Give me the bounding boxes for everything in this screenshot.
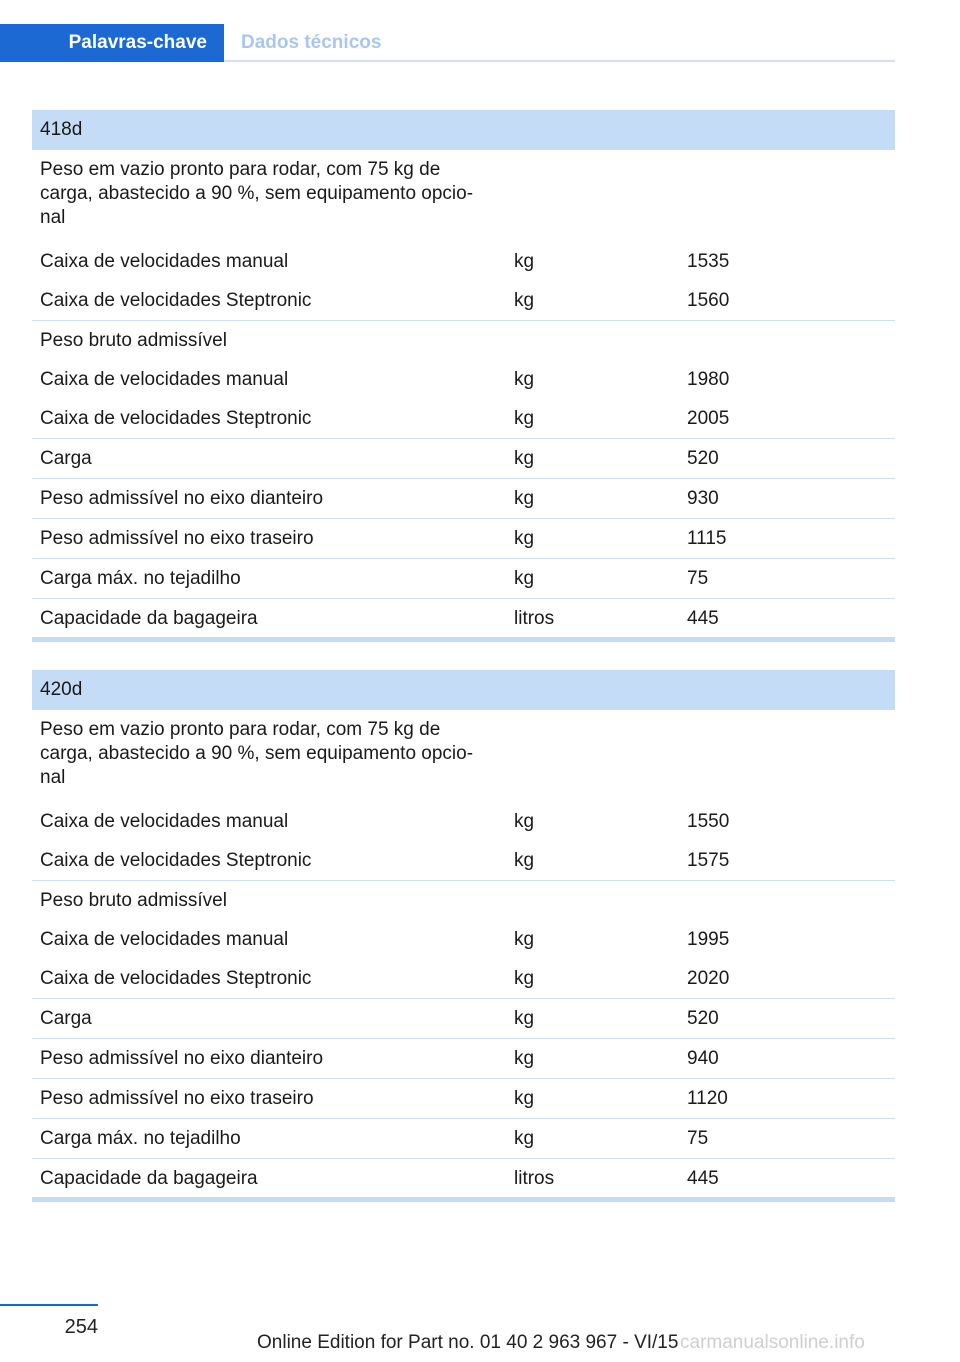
row-unit: kg — [514, 849, 535, 871]
table-row — [32, 1118, 895, 1158]
table-row — [32, 242, 895, 281]
table-row — [32, 438, 895, 478]
row-value: 75 — [687, 1127, 709, 1149]
row-label: Capacidade da bagageira — [40, 1167, 258, 1189]
row-label: Peso admissível no eixo dianteiro — [40, 487, 324, 509]
table-row — [32, 1078, 895, 1118]
page-number: 254 — [64, 1316, 98, 1338]
tab-palavras-chave[interactable]: Palavras-chave — [0, 24, 224, 62]
table-end-bar — [32, 1197, 895, 1202]
table-row — [32, 998, 895, 1038]
table-header-model: 418d — [32, 110, 895, 150]
row-unit: kg — [514, 407, 535, 429]
row-label: Caixa de velocidades manual — [40, 250, 289, 272]
top-navigation — [0, 24, 895, 62]
row-value: 2005 — [687, 407, 730, 429]
table-row — [32, 959, 895, 998]
row-label: Peso em vazio pronto para rodar, com 75 kg de carga, abastecido a 90 %, sem equipamento opcio-nal — [40, 719, 474, 788]
table-row — [32, 360, 895, 399]
table-row — [32, 518, 895, 558]
footer-accent-line — [0, 1304, 98, 1306]
row-unit: kg — [514, 250, 535, 272]
row-value: 1980 — [687, 368, 730, 390]
spec-table-418d — [32, 110, 895, 642]
row-label: Peso em vazio pronto para rodar, com 75 kg de carga, abastecido a 90 %, sem equipamento opcio-nal — [40, 159, 474, 228]
row-label: Carga máx. no tejadilho — [40, 567, 241, 589]
row-unit: kg — [514, 447, 535, 469]
table-header-model: 420d — [32, 670, 895, 710]
table-row — [32, 558, 895, 598]
row-value: 1550 — [687, 810, 730, 832]
row-unit: litros — [514, 607, 555, 629]
row-label: Caixa de velocidades manual — [40, 928, 289, 950]
table-row — [32, 802, 895, 841]
row-label: Peso bruto admissível — [40, 889, 227, 911]
row-value: 1535 — [687, 250, 730, 272]
table-row-gross-weight — [32, 320, 895, 360]
row-value: 1575 — [687, 849, 730, 871]
table-row — [32, 478, 895, 518]
row-label: Caixa de velocidades manual — [40, 368, 289, 390]
table-row-empty-weight — [32, 710, 895, 802]
row-label: Caixa de velocidades Steptronic — [40, 289, 312, 311]
row-value: 1560 — [687, 289, 730, 311]
table-row — [32, 281, 895, 320]
table-row — [32, 598, 895, 638]
table-row-gross-weight — [32, 880, 895, 920]
row-value: 1120 — [687, 1087, 728, 1109]
row-label: Carga — [40, 1007, 92, 1029]
row-label: Capacidade da bagageira — [40, 607, 258, 629]
row-value: 940 — [687, 1047, 719, 1069]
row-value: 520 — [687, 447, 719, 469]
row-unit: litros — [514, 1167, 555, 1189]
row-unit: kg — [514, 967, 535, 989]
row-value: 445 — [687, 607, 719, 629]
row-value: 75 — [687, 567, 709, 589]
table-row — [32, 1158, 895, 1198]
row-value: 2020 — [687, 967, 730, 989]
row-unit: kg — [514, 487, 535, 509]
row-unit: kg — [514, 368, 535, 390]
row-label: Caixa de velocidades Steptronic — [40, 967, 312, 989]
row-unit: kg — [514, 289, 535, 311]
edition-text: Online Edition for Part no. 01 40 2 963 967 - VI/15 — [257, 1332, 679, 1353]
row-label: Peso bruto admissível — [40, 329, 227, 351]
table-row — [32, 841, 895, 880]
row-unit: kg — [514, 1007, 535, 1029]
row-value: 930 — [687, 487, 719, 509]
spec-table-420d — [32, 670, 895, 1202]
table-end-bar — [32, 637, 895, 642]
table-row — [32, 920, 895, 959]
row-label: Peso admissível no eixo traseiro — [40, 1087, 314, 1109]
row-unit: kg — [514, 527, 535, 549]
row-value: 445 — [687, 1167, 719, 1189]
row-value: 520 — [687, 1007, 719, 1029]
row-unit: kg — [514, 1127, 535, 1149]
row-label: Caixa de velocidades Steptronic — [40, 407, 312, 429]
table-row-empty-weight — [32, 150, 895, 242]
row-label: Peso admissível no eixo traseiro — [40, 527, 314, 549]
watermark: carmanualsonline.info — [680, 1332, 865, 1353]
row-unit: kg — [514, 810, 535, 832]
table-row — [32, 399, 895, 438]
row-unit: kg — [514, 928, 535, 950]
row-label: Carga — [40, 447, 92, 469]
row-unit: kg — [514, 1047, 535, 1069]
row-label: Caixa de velocidades manual — [40, 810, 289, 832]
row-value: 1115 — [687, 527, 727, 549]
row-label: Carga máx. no tejadilho — [40, 1127, 241, 1149]
table-row — [32, 1038, 895, 1078]
row-label: Peso admissível no eixo dianteiro — [40, 1047, 324, 1069]
tab-dados-tecnicos[interactable]: Dados técnicos — [241, 32, 382, 53]
row-unit: kg — [514, 567, 535, 589]
row-unit: kg — [514, 1087, 535, 1109]
row-label: Caixa de velocidades Steptronic — [40, 849, 312, 871]
row-value: 1995 — [687, 928, 730, 950]
